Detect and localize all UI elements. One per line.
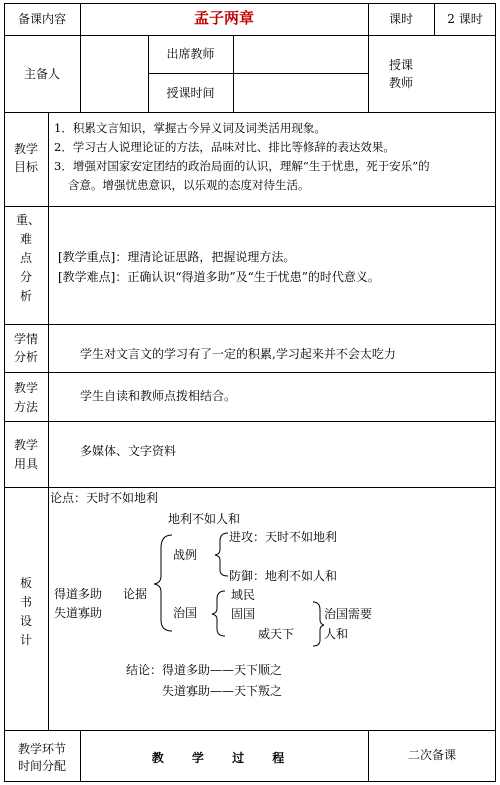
- label-learning-1: 学情: [13, 332, 38, 346]
- board-war-example: 战例: [173, 548, 198, 562]
- board-govern-need: 治国需要: [324, 607, 373, 621]
- label-tools-2: 用具: [13, 457, 38, 471]
- label-teaching-teacher-2: 教师: [388, 76, 413, 90]
- key-difficulty: [教学难点]：正确认识“得道多助”及“生于忧患”的时代意义。: [58, 270, 380, 284]
- label-tools-1: 教学: [13, 438, 38, 452]
- key-focus: [教学重点]：理清论证思路，把握说理方法。: [58, 250, 296, 264]
- label-lesson-time: 授课时间: [166, 86, 215, 100]
- lesson-title: 孟子两章: [193, 9, 254, 27]
- label-segment-2: 时间分配: [17, 759, 66, 773]
- method-text: 学生自读和教师点拨相结合。: [80, 389, 237, 403]
- label-segment-1: 教学环节: [17, 742, 66, 756]
- label-teaching-process: 教 学 过 程: [151, 751, 297, 765]
- learning-text: 学生对文言文的学习有了一定的积累,学习起来并不会太吃力: [80, 347, 396, 361]
- label-teaching-teacher-1: 授课: [388, 58, 413, 72]
- goal-item: 3．增强对国家安定团结的政治局面的认识，理解“生于忧患，死于安乐”的: [54, 159, 430, 173]
- board-argument-label: 论据: [123, 587, 148, 601]
- board-left-2: 失道寡助: [54, 606, 103, 620]
- board-thesis: 论点：天时不如地利: [50, 491, 159, 505]
- label-class-hours: 课时: [388, 12, 413, 26]
- goal-item: 2．学习古人说理论证的方法，品味对比、排比等修辞的表达效果。: [54, 140, 395, 154]
- label-goals-1: 教学: [13, 142, 38, 156]
- label-goals-2: 目标: [13, 160, 38, 174]
- board-awe-world: 威天下: [258, 627, 295, 641]
- label-attending-teacher: 出席教师: [166, 47, 215, 61]
- board-conclusion-1: 结论：得道多助——天下顺之: [126, 663, 283, 677]
- board-defense: 防御：地利不如人和: [229, 569, 338, 583]
- brace-need: [313, 602, 324, 646]
- label-method-1: 教学: [13, 381, 38, 395]
- lesson-plan-table: [4, 3, 496, 782]
- label-board-design: 板书设计: [19, 576, 32, 647]
- label-main-preparer: 主备人: [23, 67, 60, 81]
- brace-war: [215, 533, 228, 576]
- goal-item: 含意。增强忧患意识，以乐观的态度对待生活。: [68, 178, 310, 192]
- label-learning-2: 分析: [13, 350, 38, 364]
- board-harmony: 人和: [324, 627, 349, 641]
- board-left-1: 得道多助: [54, 587, 103, 601]
- brace-main: [154, 535, 172, 631]
- class-hours-value: 2 课时: [447, 12, 483, 26]
- board-brackets: [4, 3, 496, 782]
- label-method-2: 方法: [13, 400, 38, 414]
- label-second-prep: 二次备课: [407, 748, 456, 762]
- board-solid-state: 固国: [231, 607, 256, 621]
- board-govern: 治国: [173, 606, 198, 620]
- board-domain-people: 域民: [231, 588, 256, 602]
- board-thesis-2: 地利不如人和: [168, 512, 241, 526]
- board-attack: 进攻：天时不如地利: [229, 530, 338, 544]
- tools-text: 多媒体、文字资料: [80, 444, 177, 458]
- brace-govern: [212, 591, 225, 636]
- board-conclusion-2: 失道寡助——天下叛之: [162, 684, 283, 698]
- label-key-points: 重、难点分析: [16, 213, 41, 303]
- label-lesson-content: 备课内容: [17, 12, 66, 26]
- goal-item: 1．积累文言知识，掌握古今异义词及词类活用现象。: [54, 121, 326, 135]
